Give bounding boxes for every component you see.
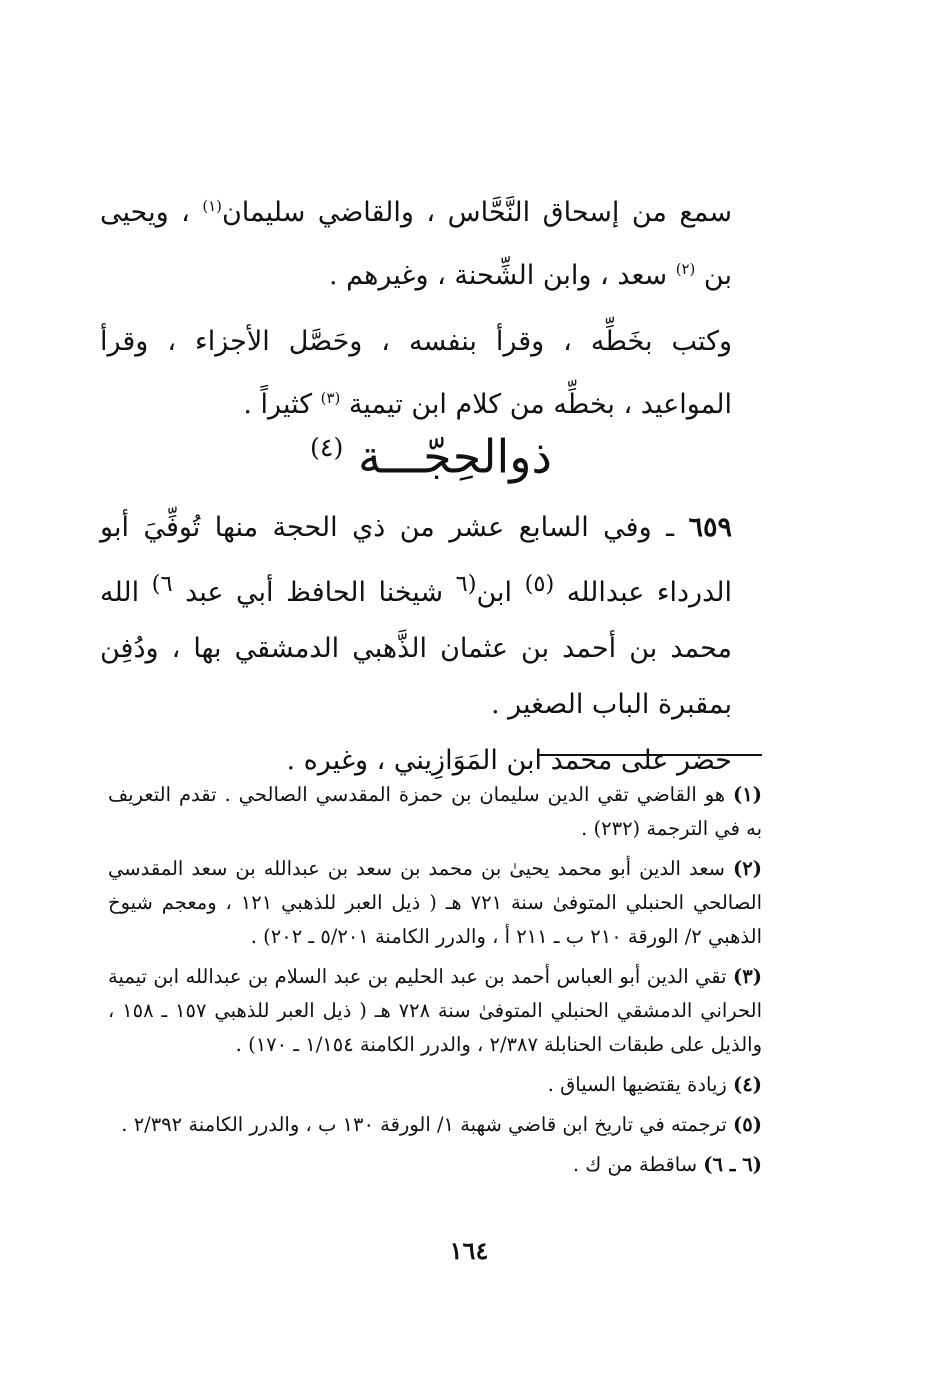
heading-title: ذوالحِجّـــة bbox=[357, 429, 552, 484]
text-segment: سمع من إسحاق النَّحَّاس ، والقاضي سليمان bbox=[221, 197, 732, 228]
footnote-divider bbox=[537, 754, 762, 756]
footnote-ref: (٥) bbox=[524, 571, 555, 597]
footnote-ref: (٣) bbox=[320, 389, 341, 407]
footnote-number: (٤) bbox=[733, 1073, 762, 1096]
footnote-text: ساقطة من ك . bbox=[572, 1153, 704, 1176]
footnote bbox=[108, 778, 762, 846]
footnote-number: (٥) bbox=[733, 1113, 762, 1136]
text-segment: ، ويحيى بن bbox=[100, 197, 732, 291]
text-segment: ـ وفي السابع عشر من ذي الحجة منها تُوفِّيَ أبو الدرداء عبدالله bbox=[100, 512, 732, 608]
entry-paragraph bbox=[100, 500, 762, 733]
text-segment: سعد ، وابن الشِّحنة ، وغيرهم . bbox=[328, 260, 676, 291]
footnote-ref: (١) bbox=[202, 197, 222, 215]
footnote-text: زيادة يقتضيها السياق . bbox=[547, 1073, 734, 1096]
text-segment: شيخنا الحافظ أبي عبد bbox=[185, 577, 456, 608]
footnote bbox=[108, 1148, 762, 1182]
footnote-text: سعد الدين أبو محمد يحيىٰ بن محمد بن سعد بن عبدالله بن سعد المقدسي الصالحي الحنبلي المتوفىٰ سنة ٧٢١ هـ ( ذيل العبر للذهبي ١٢١ ، ومعجم شيوخ الذهبي ٢/ الورقة ٢١٠ ب ـ ٢١١ أ ، والدرر الكامنة ٥/٢٠١ ـ ٢٠٢) . bbox=[108, 857, 762, 948]
text-segment: الله محمد بن أحمد بن عثمان الذَّهبي الدمشقي بها ، ودُفِن بمقبرة الباب الصغير . bbox=[100, 577, 732, 720]
footnote-number: (٢) bbox=[733, 857, 762, 880]
text-segment: كثيراً . bbox=[243, 389, 321, 420]
footnote-ref: (٢) bbox=[675, 260, 696, 278]
footnote bbox=[108, 1068, 762, 1102]
page-number: ١٦٤ bbox=[449, 1236, 489, 1265]
footnote-text: هو القاضي تقي الدين سليمان بن حمزة المقدسي الصالحي . تقدم التعريف به في الترجمة (٢٣٢) . bbox=[108, 783, 762, 840]
footnote-text: تقي الدين أبو العباس أحمد بن عبد الحليم بن عبد السلام بن عبدالله ابن تيمية الحراني الدمشقي الحنبلي المتوفىٰ سنة ٧٢٨ هـ ( ذيل العبر للذهبي ١٥٧ ـ ١٥٨ ، والذيل على طبقات الحنابلة ٢/٣٨٧ ، والدرر الكامنة ١/١٥٤ ـ ١٧٠) . bbox=[108, 965, 763, 1056]
footnote-ref: (٤) bbox=[310, 433, 344, 462]
footnote-number: (١) bbox=[733, 783, 762, 806]
footnote-number: (٦ ـ ٦) bbox=[703, 1153, 762, 1176]
footnote bbox=[108, 852, 762, 954]
footnote bbox=[108, 960, 762, 1062]
text-segment: وكتب بخَطِّه ، وقرأ بنفسه ، وحَصَّل الأجزاء ، وقرأ المواعيد ، بخطِّه من كلام ابن تيمية bbox=[100, 326, 732, 420]
footnote-text: ترجمته في تاريخ ابن قاضي شهبة ١/ الورقة ١٣٠ ب ، والدرر الكامنة ٢/٣٩٢ . bbox=[121, 1113, 734, 1136]
paragraph-wrote bbox=[100, 314, 762, 433]
section-heading bbox=[100, 418, 762, 486]
entry-number: ٦٥٩ bbox=[688, 512, 732, 543]
footnotes bbox=[108, 778, 762, 1188]
footnote bbox=[108, 1108, 762, 1142]
main-text bbox=[100, 178, 762, 433]
entry-paragraph-2: حضر على محمد ابن المَوَازِيني ، وغيره . bbox=[286, 745, 732, 776]
text-segment: ابن bbox=[476, 577, 525, 608]
footnote-ref: ٦) bbox=[151, 571, 173, 597]
entry-659 bbox=[100, 500, 762, 789]
paragraph-heard-from bbox=[100, 178, 762, 304]
footnote-ref: (٦ bbox=[455, 571, 477, 597]
footnote-number: (٣) bbox=[733, 965, 762, 988]
